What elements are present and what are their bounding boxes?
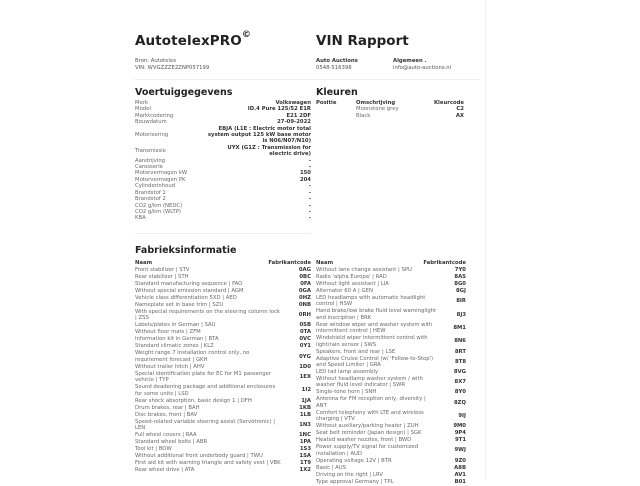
factory-option-name: Full wheel covers | RAA	[135, 432, 197, 439]
factory-header-code: Fabrikantcode	[268, 260, 311, 266]
factory-option-name: Driving on the right | LRV	[316, 471, 383, 478]
factory-option-name: Without trailer hitch | AHV	[135, 363, 205, 370]
factory-option-name: Alternator 60 A | GEN	[316, 288, 373, 294]
factory-option-code: 0SB	[299, 322, 311, 329]
vehicle-data-value: -	[308, 215, 311, 222]
factory-option-code: 1EX	[299, 374, 311, 381]
vin-line: VIN: WVGZZZE2ZNP057199	[135, 65, 210, 71]
factory-option-code: 1S3	[299, 446, 311, 453]
factory-option-row	[316, 423, 466, 429]
factory-option-row	[135, 439, 311, 445]
factory-option-code: 1PA	[299, 439, 311, 446]
factory-option-name: Weight range 7 installation control only, no requirement forecast | GKH	[135, 350, 250, 363]
factory-option-name: Hand brake/low brake fluid level warninglight and inscription | BRK	[316, 308, 437, 321]
factory-option-name: Speed-related variable steering assist (Servotronic) | LEN	[135, 418, 276, 432]
factory-option-code: 8Y0	[454, 389, 466, 396]
vehicle-data-table	[135, 100, 311, 222]
factory-option-code: 0Y1	[299, 343, 311, 350]
factory-option-row	[135, 419, 311, 432]
vehicle-data-label: Transmissie	[135, 148, 166, 155]
colors-header-code: Kleurcode	[433, 100, 464, 106]
factory-option-name: Adaptive Cruise Control (w/ 'Follow-to-Stop') and Speed Limiter | GRA	[316, 355, 434, 369]
factory-header-row	[135, 260, 311, 266]
factory-option-row	[316, 376, 466, 389]
factory-options-left	[135, 260, 311, 474]
vehicle-data-label: Motorvermogen kW	[135, 170, 188, 177]
color-code: C2	[456, 106, 464, 113]
vehicle-data-label: Bouwdatum	[135, 119, 167, 126]
factory-option-row	[316, 396, 466, 409]
vehicle-data-row	[135, 126, 311, 145]
factory-option-name: Nameplate set in base trim | SZU	[135, 302, 224, 308]
section-title-vehicle: Voertuiggegevens	[135, 87, 233, 98]
factory-option-row	[316, 430, 466, 436]
factory-option-name: Sound deadening package and additional enclosures for some units | LSD	[135, 384, 276, 397]
vehicle-data-label: CO2 g/km (NEDC)	[135, 202, 183, 209]
factory-option-row	[135, 446, 311, 452]
factory-option-row	[135, 384, 311, 397]
general-label: Algemeen .	[393, 58, 427, 64]
vehicle-data-value: 204	[299, 176, 311, 183]
report-title: VIN Rapport	[316, 33, 409, 49]
factory-option-row	[135, 336, 311, 342]
factory-option-code: 1I2	[301, 387, 311, 394]
factory-option-row	[135, 295, 311, 301]
factory-option-row	[135, 364, 311, 370]
general-contact	[393, 58, 451, 72]
factory-option-code: 1LB	[299, 411, 311, 418]
factory-option-name: Speakers, front and rear | LSE	[316, 348, 396, 355]
vehicle-data-value: EBJA (L1E : Electric motor total system output 125 kW base motor is N06/N07/N10)	[207, 125, 311, 145]
vehicle-data-row	[135, 145, 311, 158]
dealer-phone: 0548-516398	[316, 65, 352, 71]
factory-option-name: Rear wheel drive | ATA	[135, 467, 195, 474]
factory-options-right	[316, 260, 466, 486]
page-border	[485, 0, 486, 480]
factory-option-row	[135, 322, 311, 328]
factory-option-code: 8IR	[456, 298, 466, 305]
color-row	[316, 113, 464, 119]
factory-option-row	[316, 465, 466, 471]
factory-option-row	[316, 479, 466, 485]
factory-option-row	[316, 274, 466, 280]
factory-option-name: Information kit in German | BTA	[135, 336, 219, 343]
factory-option-row	[316, 335, 466, 348]
vehicle-data-label: Marktcodering	[135, 112, 174, 119]
factory-option-name: Rear shock absorption, basic design 1 | DFH	[135, 397, 252, 404]
factory-option-row	[135, 371, 311, 384]
factory-option-row	[135, 412, 311, 418]
factory-option-name: Without headlamp washer system / with washer fluid level indicator | SWR	[316, 376, 423, 389]
factory-option-name: Without auxiliary/parking heater | ZUH	[316, 423, 419, 430]
factory-option-code: 1X2	[299, 467, 311, 474]
factory-option-code: 1JA	[301, 397, 311, 404]
vehicle-divider	[135, 233, 311, 234]
vehicle-data-label: Model	[135, 106, 151, 113]
factory-option-name: Without additional front underbody guard | TWU	[135, 453, 263, 460]
color-description: Moonstone grey	[356, 106, 399, 113]
factory-option-name: Front stabilizer | STV	[135, 267, 190, 273]
factory-option-row	[135, 302, 311, 308]
factory-option-row	[135, 309, 311, 322]
factory-option-row	[135, 329, 311, 335]
factory-option-code: 1NC	[298, 432, 311, 439]
factory-option-row	[316, 295, 466, 308]
factory-option-name: Comfort telephony with LTE and wireless charging | VTV	[316, 409, 424, 423]
vehicle-data-label: Brandstof 2	[135, 196, 166, 203]
factory-option-name: Power supply/TV signal for customized installation | AUD	[316, 444, 419, 457]
colors-table	[316, 100, 464, 119]
factory-option-name: Type approval Germany | TPL	[316, 478, 394, 485]
vehicle-data-value: UYX (G1Z : Transmission for electric drive)	[227, 144, 311, 158]
vehicle-data-row	[135, 215, 311, 221]
vehicle-data-label: Merk	[135, 100, 149, 106]
factory-option-code: 9T1	[455, 437, 466, 444]
factory-option-row	[135, 267, 311, 273]
factory-option-code: 1N3	[299, 421, 311, 428]
factory-option-row	[316, 322, 466, 335]
vehicle-data-label: Motorisering	[135, 132, 169, 139]
factory-option-code: 0FA	[300, 281, 311, 287]
factory-header-row	[316, 260, 466, 266]
factory-option-name: Tool kit | BOW	[135, 446, 172, 453]
factory-header-name: Naam	[135, 260, 153, 266]
factory-option-code: 1T9	[300, 460, 311, 467]
factory-option-name: Drum brakes, rear | BAH	[135, 404, 200, 411]
factory-option-row	[316, 389, 466, 395]
factory-option-name: Labels/plates in German | SAU	[135, 322, 216, 329]
dealer-name: Auto Auctions	[316, 58, 358, 64]
vehicle-data-label: KBA	[135, 215, 146, 222]
color-code: AX	[455, 112, 464, 119]
factory-option-name: Basic | AUS	[316, 464, 347, 471]
vehicle-data-value: -	[308, 183, 311, 190]
factory-header-name: Naam	[316, 260, 334, 266]
factory-option-code: 9WJ	[454, 447, 466, 454]
factory-header-code: Fabrikantcode	[423, 260, 466, 266]
factory-option-row	[316, 410, 466, 423]
factory-option-code: 0RH	[298, 312, 311, 319]
colors-header-description: Omschrijving	[356, 100, 396, 106]
vehicle-data-value: -	[308, 189, 311, 196]
factory-option-name: LED tail lamp assembly	[316, 369, 379, 376]
factory-option-row	[316, 281, 466, 287]
vehicle-data-label: CO2 g/km (WLTP)	[135, 208, 182, 215]
factory-option-row	[316, 437, 466, 443]
factory-option-name: Operating voltage 12V | BTR	[316, 457, 392, 464]
factory-option-code: 0GA	[298, 288, 311, 294]
factory-option-name: Antenna for FM reception only, diversity | ANT	[316, 396, 426, 409]
factory-option-row	[316, 288, 466, 294]
vehicle-data-label: Carosserie	[135, 164, 163, 171]
factory-option-name: Vehicle class differentiation 5XD | AED	[135, 295, 237, 301]
factory-option-name: Rear stabilizer | STH	[135, 274, 189, 280]
vehicle-data-value: Volkswagen	[275, 100, 311, 106]
factory-option-name: Windshield wiper intermittent control with light/rain sensor | SWS	[316, 335, 428, 348]
header-divider	[135, 79, 479, 80]
vehicle-data-label: Cylinderinhoud	[135, 183, 176, 190]
brand-name: AutotelexPRO	[135, 33, 242, 49]
factory-option-row	[316, 267, 466, 273]
source-info	[135, 58, 209, 72]
factory-option-code: 8J3	[456, 311, 466, 318]
vehicle-data-value: ID.4 Pure 125/52 E1R	[247, 106, 311, 113]
factory-option-name: Radio 'alpha Europa' | RAD	[316, 274, 387, 280]
factory-option-name: Without lane change assistant | SPU	[316, 267, 412, 273]
factory-option-name: Without floor mats | ZFM	[135, 329, 201, 336]
factory-option-name: With special requirements on the steering column lock | ZSS	[135, 309, 280, 322]
vehicle-data-value: E21 2DF	[286, 112, 311, 119]
factory-option-code: 8M1	[453, 325, 466, 332]
factory-option-row	[316, 308, 466, 321]
factory-option-name: Rear window wiper and washer system with intermittent control | HEW	[316, 321, 433, 335]
factory-option-name: First aid kit with warning triangle and safety vest | VBK	[135, 460, 281, 467]
vehicle-data-label: Brandstof 1	[135, 189, 166, 196]
factory-option-code: 8VG	[453, 369, 466, 376]
factory-option-name: Heated washer nozzles, front | BWD	[316, 437, 412, 444]
factory-option-code: 9IJ	[458, 413, 466, 420]
vehicle-data-value: 150	[299, 170, 311, 177]
vehicle-data-label: Aandrijving	[135, 157, 166, 164]
section-title-factory: Fabrieksinformatie	[135, 245, 237, 256]
factory-option-row	[316, 444, 466, 457]
vehicle-data-value: -	[308, 157, 311, 164]
factory-option-code: 8T8	[455, 358, 466, 365]
factory-option-code: 8AS	[454, 274, 466, 280]
factory-option-name: Without light assistant | LIA	[316, 281, 389, 287]
factory-option-code: 8X7	[454, 379, 466, 386]
factory-option-row	[135, 460, 311, 466]
factory-option-code: 0AG	[298, 267, 311, 273]
factory-option-name: LED headlamps with automatic headlight control | HSW	[316, 295, 426, 308]
factory-option-name: Special identification plate for EC for M1 passenger vehicle | TYP	[135, 370, 272, 384]
vehicle-data-value: -	[308, 196, 311, 203]
factory-option-code: 8ZQ	[453, 399, 466, 406]
copyright-mark: ©	[241, 30, 251, 40]
factory-option-code: 9M0	[453, 423, 466, 430]
factory-option-code: B01	[454, 478, 466, 485]
factory-option-name: Seat belt reminder (Japan design) | SGK	[316, 430, 422, 437]
vehicle-data-label: Motorvermogen PK	[135, 176, 186, 183]
general-email[interactable]: info@auto-auctions.nl	[393, 65, 452, 71]
factory-option-code: A8B	[454, 464, 466, 471]
factory-option-row	[135, 350, 311, 363]
vehicle-data-value: -	[308, 208, 311, 215]
factory-option-name: Standard wheel bolts | ABR	[135, 439, 208, 446]
factory-option-code: 1SA	[299, 453, 311, 460]
factory-option-row	[135, 453, 311, 459]
factory-option-code: 8G0	[454, 281, 466, 287]
factory-option-row	[135, 467, 311, 473]
factory-option-row	[135, 343, 311, 349]
factory-option-code: 0HZ	[299, 295, 311, 301]
factory-option-code: 9P4	[454, 430, 466, 437]
colors-header-position: Positie	[316, 100, 337, 106]
factory-option-code: 0VC	[299, 336, 311, 343]
vehicle-data-value: 27-09-2022	[277, 119, 311, 126]
factory-option-row	[135, 432, 311, 438]
factory-option-row	[135, 288, 311, 294]
vehicle-data-value: -	[308, 164, 311, 171]
factory-option-row	[316, 472, 466, 478]
factory-option-name: Standard manufacturing sequence | FAO	[135, 281, 243, 287]
section-title-colors: Kleuren	[316, 87, 358, 98]
color-description: Black	[356, 112, 371, 119]
factory-option-name: Disc brakes, front | BAV	[135, 411, 198, 418]
factory-option-code: AV1	[454, 471, 466, 478]
factory-option-row	[135, 281, 311, 287]
factory-option-row	[316, 356, 466, 369]
factory-option-row	[316, 349, 466, 355]
factory-option-code: 1KB	[299, 404, 311, 411]
factory-option-row	[135, 274, 311, 280]
factory-option-row	[135, 398, 311, 404]
dealer-info	[316, 58, 358, 72]
factory-option-name: Standard climatic zones | KLZ	[135, 343, 214, 350]
vehicle-data-value: -	[308, 202, 311, 209]
factory-option-code: 8GJ	[455, 288, 466, 294]
factory-option-code: 8N6	[454, 338, 466, 345]
brand-logo	[135, 30, 251, 49]
factory-option-code: 9Z0	[454, 457, 466, 464]
factory-option-code: 0BC	[299, 274, 311, 280]
factory-option-name: Single-tone horn | SNH	[316, 389, 377, 396]
factory-option-name: Without special emission standard | AGM	[135, 288, 244, 294]
factory-option-code: 0NB	[298, 302, 311, 308]
factory-option-row	[316, 458, 466, 464]
factory-option-row	[135, 405, 311, 411]
factory-option-code: 7Y0	[454, 267, 466, 273]
factory-option-code: 8RT	[454, 348, 466, 355]
factory-option-code: 0YG	[299, 353, 311, 360]
factory-option-row	[316, 369, 466, 375]
color-position	[316, 113, 356, 119]
factory-option-code: 1D0	[299, 363, 311, 370]
factory-option-code: 0TA	[300, 329, 311, 336]
source-line: Bron: Autotelex	[135, 58, 177, 64]
